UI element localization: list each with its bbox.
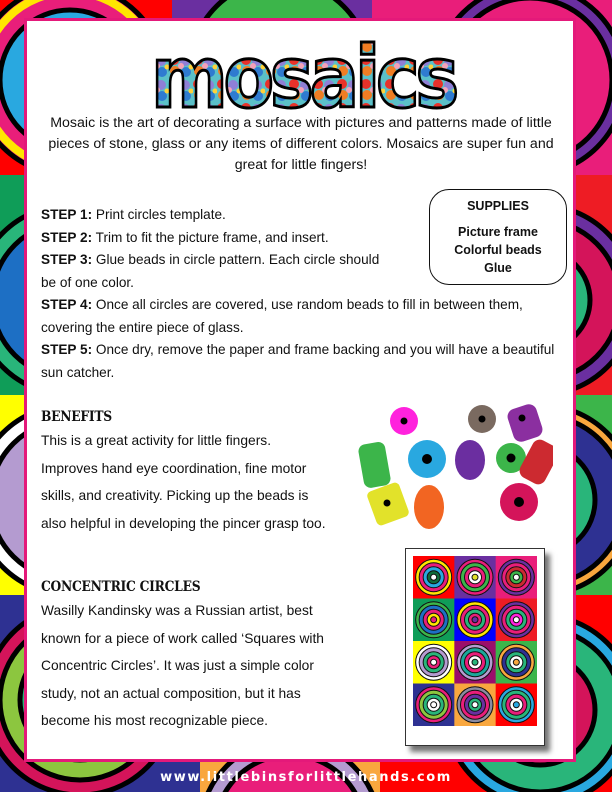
concentric-ring	[472, 574, 478, 580]
kandinsky-square	[496, 641, 537, 684]
step-2: STEP 2: Trim to fit the picture frame, and insert.	[41, 229, 329, 245]
concentric-line: Wasilly Kandinsky was a Russian artist, best	[41, 603, 313, 618]
supplies-box	[429, 189, 567, 285]
kandinsky-square	[454, 599, 496, 642]
bead	[455, 440, 485, 480]
concentric-heading: CONCENTRIC CIRCLES	[41, 579, 201, 595]
concentric-ring	[431, 574, 437, 580]
step-1: STEP 1: Print circles template.	[41, 207, 226, 222]
bead	[390, 407, 418, 435]
step-4: STEP 4: Once all circles are covered, use random beads to fill in between them, covering the entire piece of glass.	[41, 297, 523, 335]
kandinsky-squares-image	[413, 556, 537, 726]
concentric-ring	[431, 659, 437, 665]
supply-item: Glue	[484, 261, 512, 275]
beads-illustration	[357, 396, 553, 536]
kandinsky-square	[454, 641, 496, 684]
benefits-line: also helpful in developing the pincer grasp too.	[41, 515, 326, 531]
benefits-line: skills, and creativity. Picking up the beads is	[41, 488, 309, 503]
kandinsky-square	[413, 599, 455, 642]
concentric-ring	[472, 659, 478, 665]
concentric-ring	[513, 574, 519, 580]
website-url[interactable]: www.littlebinsforlittlehands.com	[160, 770, 452, 785]
benefits-paragraph	[41, 427, 326, 537]
concentric-line: known for a piece of work called ‘Squares with	[41, 630, 324, 646]
bead	[468, 405, 496, 433]
concentric-ring	[513, 659, 519, 665]
concentric-line: study, not an actual composition, but it has	[41, 685, 301, 701]
concentric-paragraph	[41, 597, 324, 735]
supply-item: Colorful beads	[454, 243, 542, 257]
step-5: STEP 5: Once dry, remove the paper and frame backing and you will have a beautiful sun catcher.	[41, 342, 555, 380]
kandinsky-square	[454, 684, 496, 727]
concentric-ring	[513, 617, 519, 623]
benefits-line: This is a great activity for little fingers.	[41, 433, 272, 448]
bead	[505, 402, 544, 444]
bead	[366, 481, 410, 526]
concentric-ring	[431, 617, 437, 623]
kandinsky-picture-frame	[405, 548, 545, 746]
kandinsky-square	[413, 641, 455, 684]
bead	[408, 440, 446, 478]
kandinsky-square	[496, 684, 537, 727]
benefits-heading: BENEFITS	[41, 409, 112, 425]
kandinsky-square	[496, 556, 537, 599]
kandinsky-square	[496, 599, 537, 642]
step-3: STEP 3: Glue beads in circle pattern. Each circle should be of one color.	[41, 252, 380, 290]
supplies-heading: SUPPLIES	[467, 199, 529, 213]
concentric-ring	[472, 617, 478, 623]
bead	[414, 485, 444, 529]
bead	[357, 441, 391, 489]
concentric-ring	[431, 702, 437, 708]
kandinsky-square	[413, 556, 455, 599]
bead	[500, 483, 538, 521]
title-text: mosaics	[151, 31, 457, 113]
benefits-line: Improves hand eye coordination, fine motor	[41, 460, 307, 476]
kandinsky-square	[413, 684, 455, 727]
concentric-line: Concentric Circles’. It was just a simple color	[41, 658, 314, 673]
concentric-ring	[513, 702, 519, 708]
kandinsky-square	[454, 556, 496, 599]
mosaics-title-logo	[145, 31, 461, 113]
intro-paragraph: Mosaic is the art of decorating a surface with pictures and patterns made of little pieces of stone, glass or any items of different colors. Mosaics are super fun and great for little fingers!	[48, 115, 554, 173]
concentric-line: become his most recognizable piece.	[41, 713, 269, 728]
supply-item: Picture frame	[458, 225, 538, 239]
concentric-ring	[472, 702, 478, 708]
content-card	[24, 18, 576, 762]
